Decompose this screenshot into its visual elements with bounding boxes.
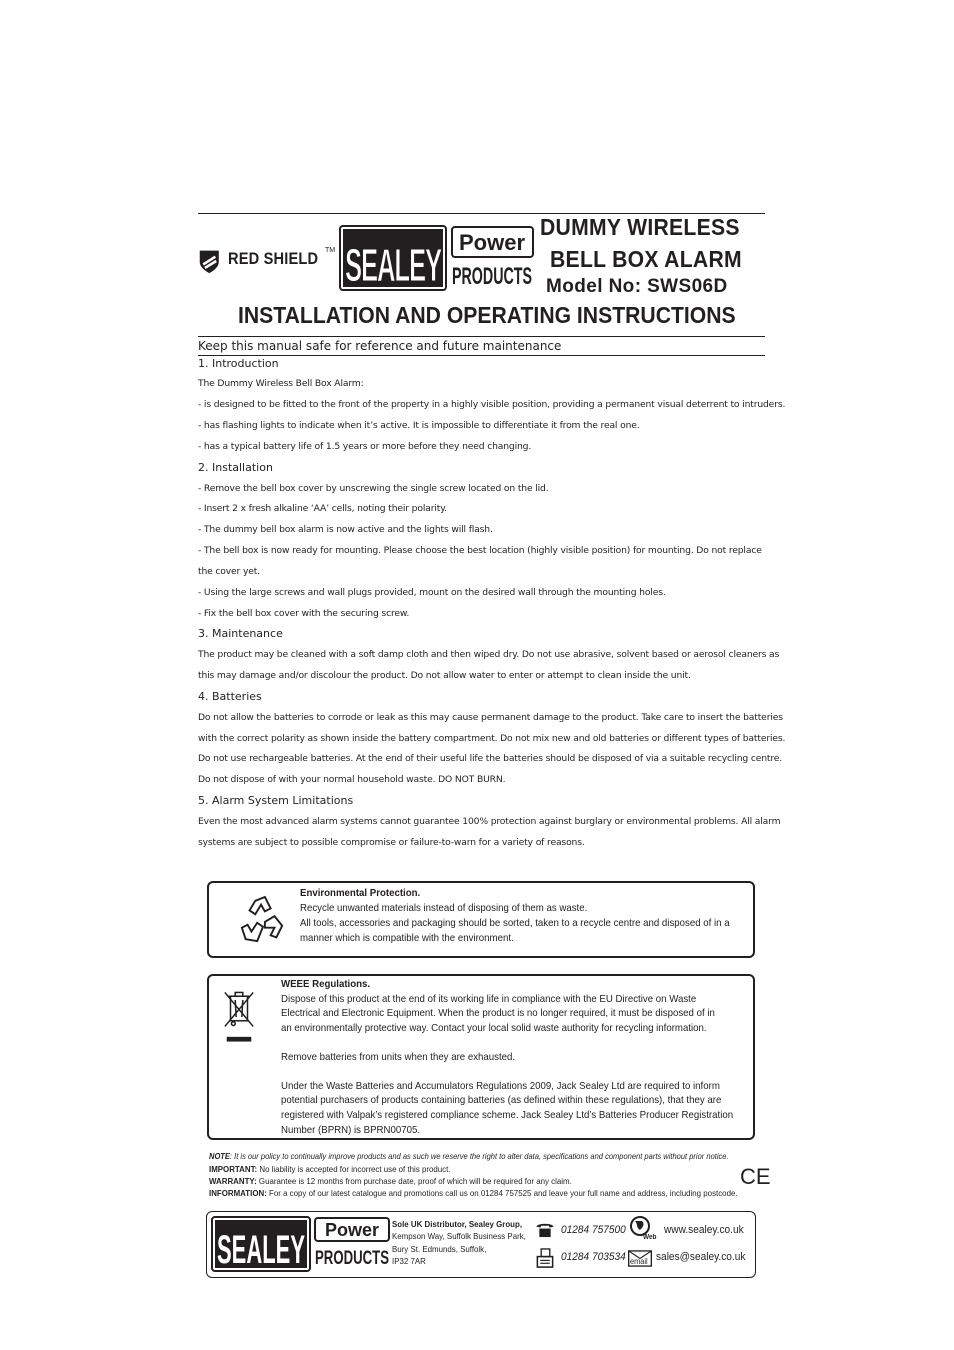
weee-line: Remove batteries from units when they are exhausted. xyxy=(281,1051,516,1063)
note-policy xyxy=(209,1152,729,1161)
distributor-name: Sole UK Distributor, Sealey Group, xyxy=(392,1219,523,1229)
section-heading-maintenance: 3. Maintenance xyxy=(198,627,283,640)
trademark-symbol: TM xyxy=(325,247,336,254)
note-text: : It is our policy to continually improve products and as such we reserve the right to alter data, specifications and component parts without prior notice. xyxy=(229,1152,729,1161)
weee-line: registered with Valpak’s registered compliance scheme. Jack Sealey Ltd’s Batteries Producer Registration xyxy=(281,1109,734,1121)
heading-rule xyxy=(198,336,765,337)
installation-line: - The dummy bell box alarm is now active and the lights will flash. xyxy=(198,524,493,535)
note-label: NOTE xyxy=(209,1152,230,1161)
website-link[interactable]: www.sealey.co.uk xyxy=(664,1224,744,1236)
web-label: Web xyxy=(643,1234,657,1241)
red-shield-brand: RED SHIELD xyxy=(228,249,319,268)
footer-power-products-logo xyxy=(314,1217,390,1268)
warranty-label: WARRANTY: xyxy=(209,1176,257,1186)
keep-manual-notice: Keep this manual safe for reference and future maintenance xyxy=(198,339,562,353)
weee-line: Electrical and Electronic Equipment. When the product is no longer required, it must be disposed of in xyxy=(281,1007,715,1019)
section-heading-introduction: 1. Introduction xyxy=(198,357,279,370)
crossed-out-bin-icon xyxy=(222,988,256,1046)
limitations-line: Even the most advanced alarm systems cannot guarantee 100% protection against burglary or environmental problems. All alarm xyxy=(198,816,781,827)
information-text: For a copy of our latest catalogue and promotions call us on 01284 757525 and leave your full name and address, including postcode. xyxy=(266,1188,738,1198)
weee-line: Dispose of this product at the end of its working life in compliance with the EU Directive on Waste xyxy=(281,993,697,1005)
section-heading-limitations: 5. Alarm System Limitations xyxy=(198,794,354,807)
weee-line: an environmentally protective way. Contact your local solid waste authority for recycling information. xyxy=(281,1022,707,1034)
product-title-line2: BELL BOX ALARM xyxy=(550,246,742,272)
intro-line: The Dummy Wireless Bell Box Alarm: xyxy=(198,378,364,389)
weee-line: Under the Waste Batteries and Accumulators Regulations 2009, Jack Sealey Ltd are required to inform xyxy=(281,1080,720,1092)
sealey-logo-text: SEALEY xyxy=(345,239,442,291)
power-logo-top-text: Power xyxy=(458,230,526,255)
installation-line: - Remove the bell box cover by unscrewing the single screw located on the lid. xyxy=(198,483,549,494)
installation-line: the cover yet. xyxy=(198,566,260,577)
intro-line: - has a typical battery life of 1.5 years or more before they need changing. xyxy=(198,441,532,452)
limitations-line: systems are subject to possible compromise or failure-to-warn for a variety of reasons. xyxy=(198,837,585,848)
email-address-link[interactable]: sales@sealey.co.uk xyxy=(656,1251,746,1263)
phone-number[interactable]: 01284 757500 xyxy=(561,1224,626,1236)
installation-line: - Fix the bell box cover with the securing screw. xyxy=(198,608,410,619)
environmental-title: Environmental Protection. xyxy=(300,887,421,899)
ce-mark: CE xyxy=(740,1164,771,1189)
installation-line: - Insert 2 x fresh alkaline ‘AA’ cells, noting their polarity. xyxy=(198,503,447,514)
maintenance-line: this may damage and/or discolour the product. Do not allow water to enter or attempt to clean inside the unit. xyxy=(198,670,691,681)
fax-number[interactable]: 01284 703534 xyxy=(561,1251,626,1263)
environmental-line: All tools, accessories and packaging should be sorted, taken to a recycle centre and disposed of in a xyxy=(300,917,730,929)
installation-line: - Using the large screws and wall plugs provided, mount on the desired wall through the mounting holes. xyxy=(198,587,666,598)
recycle-icon xyxy=(238,892,286,948)
model-number: Model No: SWS06D xyxy=(546,276,728,297)
fax-icon xyxy=(535,1248,555,1269)
footer-power-bottom-text: PRODUCTS xyxy=(315,1248,389,1268)
batteries-line: Do not dispose of with your normal household waste. DO NOT BURN. xyxy=(198,774,506,785)
product-title-line1: DUMMY WIRELESS xyxy=(540,214,740,240)
address-line: IP32 7AR xyxy=(392,1256,426,1266)
batteries-line: with the correct polarity as shown inside the battery compartment. Do not mix new and old batteries or different types of batteries. xyxy=(198,733,786,744)
note-warranty xyxy=(209,1176,572,1186)
information-label: INFORMATION: xyxy=(209,1188,267,1198)
main-heading: INSTALLATION AND OPERATING INSTRUCTIONS xyxy=(238,302,736,328)
intro-line: - is designed to be fitted to the front of the property in a highly visible position, providing a permanent visual deterrent to intruders. xyxy=(198,399,786,410)
note-important xyxy=(209,1164,451,1174)
email-label: email xyxy=(630,1257,648,1266)
power-products-logo xyxy=(451,226,534,290)
weee-line: potential purchasers of products containing batteries (as defined within these regulations), that they are xyxy=(281,1094,722,1106)
address-line: Bury St. Edmunds, Suffolk, xyxy=(392,1244,487,1254)
phone-icon xyxy=(535,1221,555,1238)
warranty-text: Guarantee is 12 months from purchase date, proof of which will be required for any claim. xyxy=(256,1176,572,1186)
maintenance-line: The product may be cleaned with a soft damp cloth and then wiped dry. Do not use abrasive, solvent based or aerosol cleaners as xyxy=(198,649,780,660)
power-logo-bottom-text: PRODUCTS xyxy=(452,263,532,290)
section-heading-batteries: 4. Batteries xyxy=(198,690,262,703)
footer-power-top-text: Power xyxy=(324,1220,380,1240)
keep-rule xyxy=(198,355,765,356)
intro-line: - has flashing lights to indicate when it’s active. It is impossible to differentiate it from the real one. xyxy=(198,420,640,431)
environmental-line: manner which is compatible with the environment. xyxy=(300,932,514,944)
important-text: No liability is accepted for incorrect use of this product. xyxy=(257,1164,451,1174)
batteries-line: Do not use rechargeable batteries. At the end of their useful life the batteries should be disposed of via a suitable recycling centre. xyxy=(198,753,783,764)
weee-line: Number (BPRN) is BPRN00705. xyxy=(281,1124,421,1136)
sealey-logo xyxy=(339,225,447,291)
weee-title: WEEE Regulations. xyxy=(281,978,371,990)
address-line: Kempson Way, Suffolk Business Park, xyxy=(392,1231,526,1241)
red-shield-logo-icon xyxy=(198,246,224,276)
batteries-line: Do not allow the batteries to corrode or leak as this may cause permanent damage to the product. Take care to insert the batteries xyxy=(198,712,783,723)
important-label: IMPORTANT: xyxy=(209,1164,258,1174)
footer-sealey-logo-text: SEALEY xyxy=(217,1228,306,1272)
note-information xyxy=(209,1188,738,1198)
installation-line: - The bell box is now ready for mounting. Please choose the best location (highly visible position) for mounting. Do not replace xyxy=(198,545,762,556)
section-heading-installation: 2. Installation xyxy=(198,461,273,474)
footer-sealey-logo xyxy=(211,1216,311,1272)
environmental-line: Recycle unwanted materials instead of disposing of them as waste. xyxy=(300,902,588,914)
